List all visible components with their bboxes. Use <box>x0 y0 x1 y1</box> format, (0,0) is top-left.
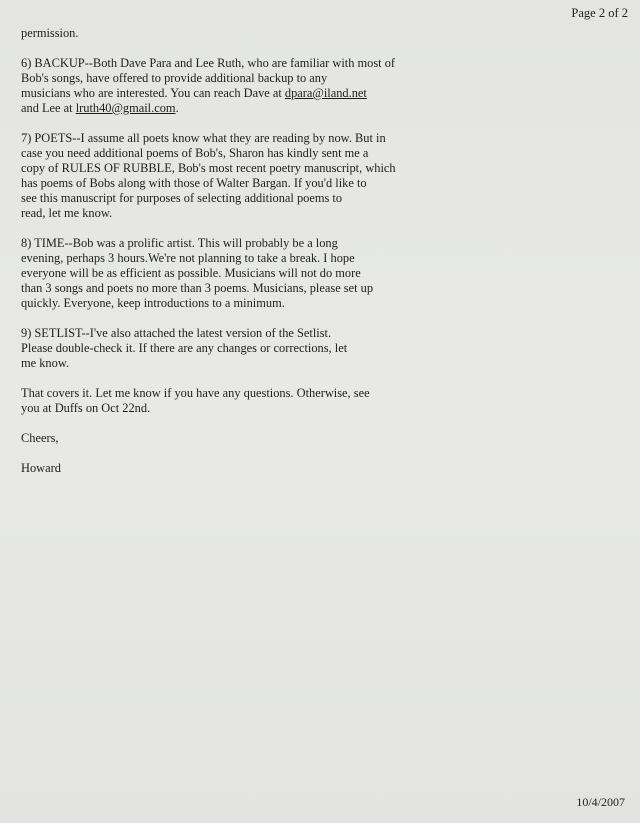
text-line: evening, perhaps 3 hours.We're not planning to take a break. I hope <box>21 251 355 265</box>
text-line: everyone will be as efficient as possible. Musicians will not do more <box>21 266 361 280</box>
text-line: quickly. Everyone, keep introductions to a minimum. <box>21 296 285 310</box>
text-line: see this manuscript for purposes of selecting additional poems to <box>21 191 343 205</box>
text-line: has poems of Bobs along with those of Walter Bargan. If you'd like to <box>21 176 367 190</box>
text-line <box>21 101 421 116</box>
letter-body <box>21 26 421 491</box>
text-line: than 3 songs and poets no more than 3 poems. Musicians, please set up <box>21 281 374 295</box>
email-link-dave[interactable]: dpara@iland.net <box>284 86 367 100</box>
text-line <box>21 86 421 101</box>
text-fragment: . <box>175 101 179 115</box>
footer-date: 10/4/2007 <box>576 795 625 809</box>
text-fragment: and Lee at <box>21 101 76 115</box>
paragraph-permission <box>21 26 421 41</box>
text-line: Howard <box>21 461 61 475</box>
text-line: Cheers, <box>21 431 59 445</box>
page-number: Page 2 of 2 <box>571 6 628 20</box>
text-line: That covers it. Let me know if you have any questions. Otherwise, see <box>21 386 370 400</box>
paragraph-poets <box>21 131 421 221</box>
text-line: 6) BACKUP--Both Dave Para and Lee Ruth, who are familiar with most of <box>21 56 396 70</box>
email-link-lee[interactable]: lruth40@gmail.com <box>75 101 176 115</box>
text-line: me know. <box>21 356 70 370</box>
text-line: Bob's songs, have offered to provide additional backup to any <box>21 71 328 85</box>
text-line: copy of RULES OF RUBBLE, Bob's most recent poetry manuscript, which <box>21 161 396 175</box>
text-line: you at Duffs on Oct 22nd. <box>21 401 151 415</box>
signature <box>21 461 421 476</box>
text-line: 9) SETLIST--I've also attached the latest version of the Setlist. <box>21 326 332 340</box>
paragraph-closing <box>21 386 421 416</box>
paragraph-time <box>21 236 421 311</box>
signoff <box>21 431 421 446</box>
text-line: 8) TIME--Bob was a prolific artist. This will probably be a long <box>21 236 338 250</box>
text-line: case you need additional poems of Bob's, Sharon has kindly sent me a <box>21 146 369 160</box>
text-line: Please double-check it. If there are any changes or corrections, let <box>21 341 348 355</box>
text-line: 7) POETS--I assume all poets know what they are reading by now. But in <box>21 131 386 145</box>
paragraph-setlist <box>21 326 421 371</box>
paragraph-backup <box>21 56 421 116</box>
text-line: read, let me know. <box>21 206 113 220</box>
text-line: permission. <box>21 26 79 40</box>
text-fragment: musicians who are interested. You can reach Dave at <box>21 86 285 100</box>
